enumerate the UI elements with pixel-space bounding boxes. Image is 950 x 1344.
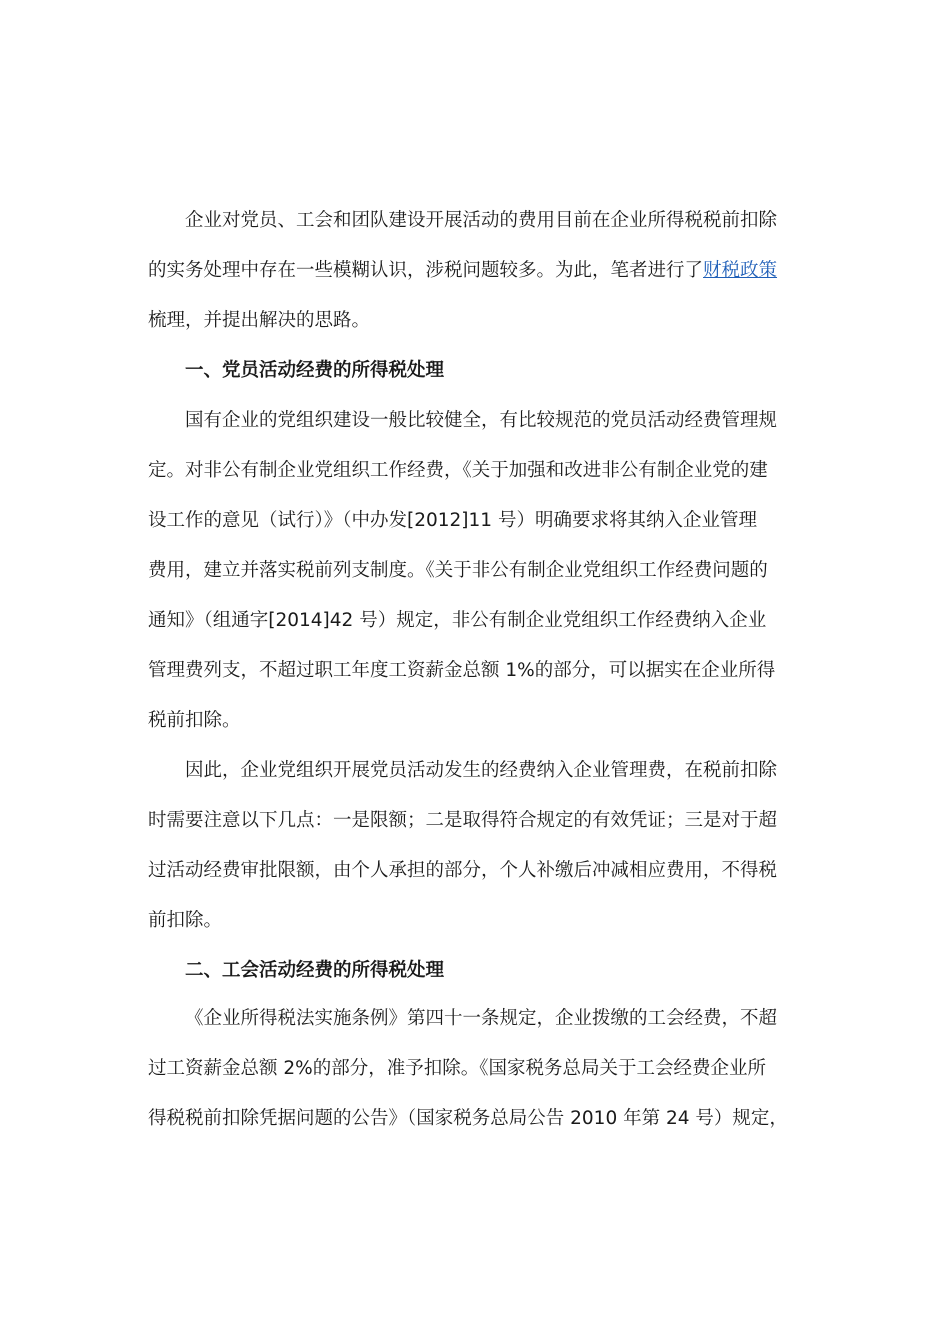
- paragraph-text: 的实务处理中存在一些模糊认识，涉税问题较多。为此，笔者进行了: [148, 260, 704, 281]
- section-heading: 一、党员活动经费的所得税处理: [185, 360, 445, 381]
- paragraph-line: 得税税前扣除凭据问题的公告》（国家税务总局公告 2010 年第 24 号）规定，: [148, 1108, 788, 1129]
- paragraph-line: 因此，企业党组织开展党员活动发生的经费纳入企业管理费，在税前扣除: [185, 760, 778, 781]
- policy-link[interactable]: 财税政策: [703, 260, 778, 281]
- paragraph-line: 设工作的意见（试行）》（中办发[2012]11 号）明确要求将其纳入企业管理: [148, 510, 757, 531]
- paragraph-line: 过活动经费审批限额，由个人承担的部分，个人补缴后冲减相应费用，不得税: [148, 860, 778, 881]
- paragraph-line: [148, 256, 777, 286]
- paragraph-line: 费用，建立并落实税前列支制度。《关于非公有制企业党组织工作经费问题的: [148, 560, 768, 581]
- paragraph-line: 税前扣除。: [148, 710, 241, 731]
- paragraph-line: 管理费列支，不超过职工年度工资薪金总额 1%的部分，可以据实在企业所得: [148, 660, 776, 681]
- paragraph-line: 通知》（组通字[2014]42 号）规定，非公有制企业党组织工作经费纳入企业: [148, 610, 767, 631]
- paragraph-line: 定。对非公有制企业党组织工作经费，《关于加强和改进非公有制企业党的建: [148, 460, 768, 481]
- paragraph-line: 国有企业的党组织建设一般比较健全，有比较规范的党员活动经费管理规: [185, 410, 778, 431]
- paragraph-line: 梳理，并提出解决的思路。: [148, 310, 371, 331]
- paragraph-line: 前扣除。: [148, 910, 223, 931]
- paragraph-line: 过工资薪金总额 2%的部分，准予扣除。《国家税务总局关于工会经费企业所: [148, 1058, 766, 1079]
- section-heading: 二、工会活动经费的所得税处理: [185, 960, 445, 981]
- paragraph-line: 时需要注意以下几点：一是限额；二是取得符合规定的有效凭证；三是对于超: [148, 810, 778, 831]
- paragraph-line: 《企业所得税法实施条例》第四十一条规定，企业拨缴的工会经费，不超: [185, 1008, 778, 1029]
- paragraph-line: 企业对党员、工会和团队建设开展活动的费用目前在企业所得税税前扣除: [185, 210, 778, 231]
